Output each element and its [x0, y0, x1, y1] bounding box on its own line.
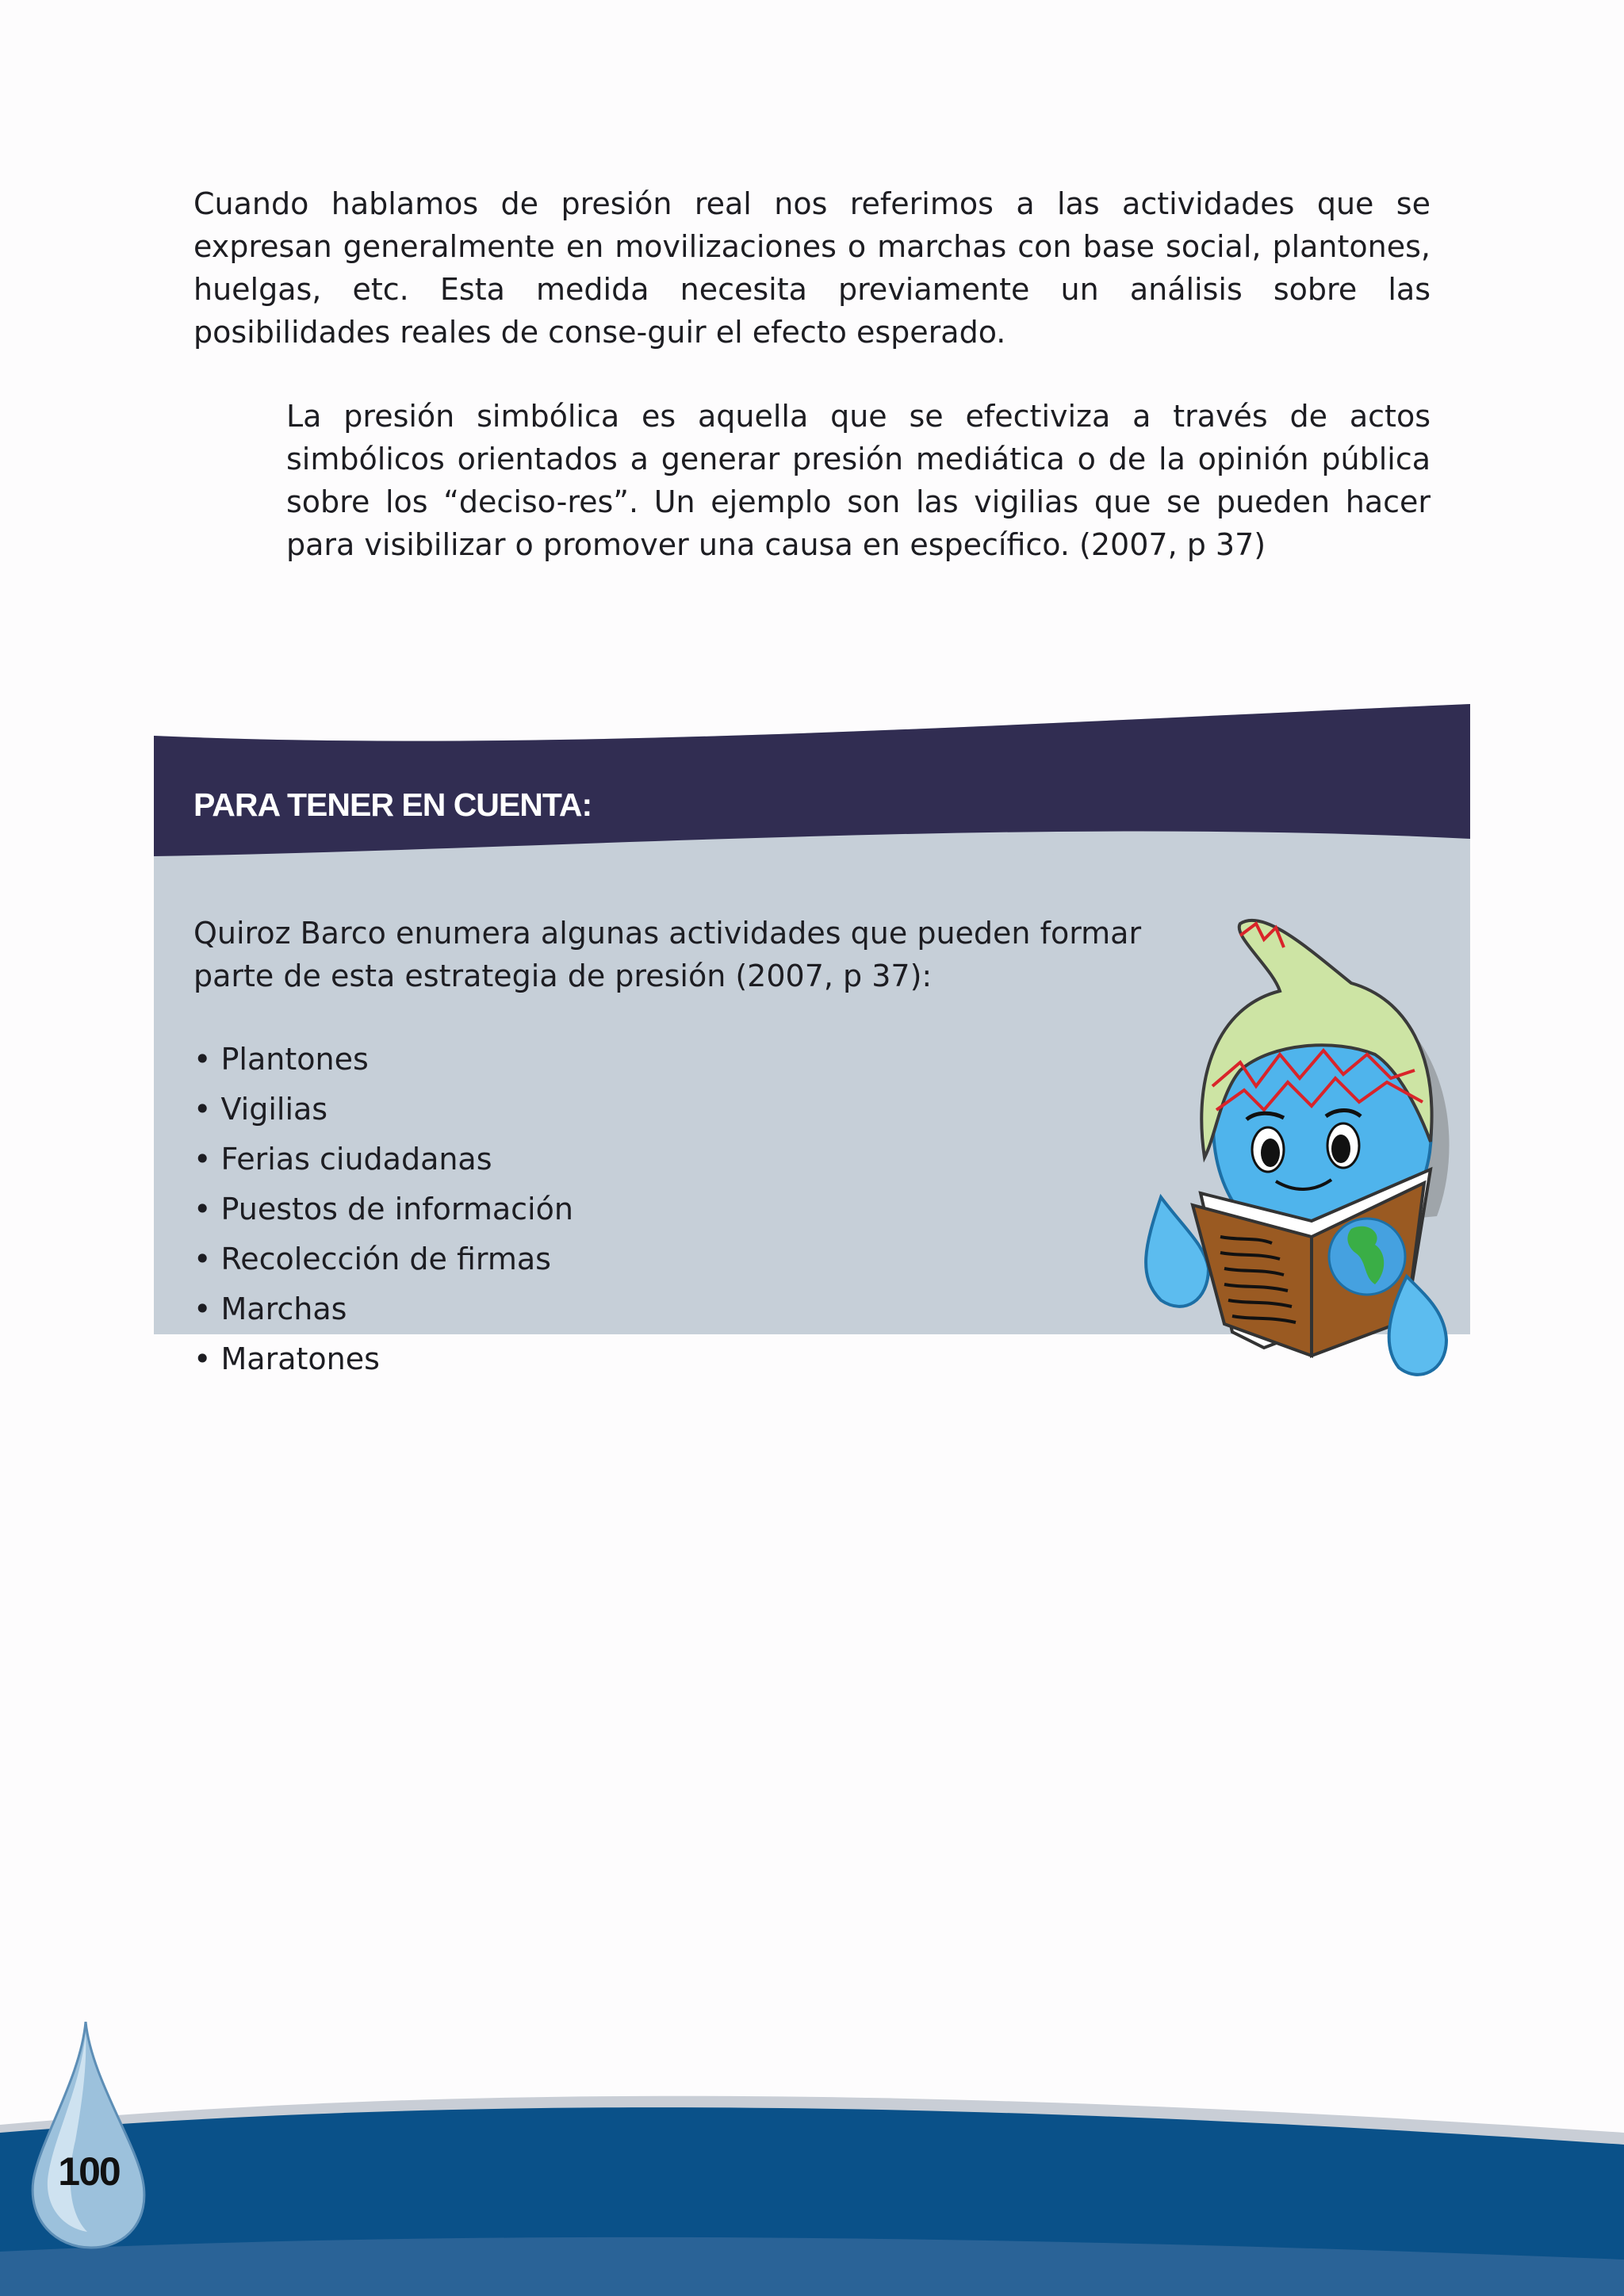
callout-title: PARA TENER EN CUENTA:: [193, 786, 592, 823]
callout-box: [154, 698, 1470, 1431]
list-item: • Puestos de información: [193, 1184, 573, 1234]
body-paragraph: Cuando hablamos de presión real nos referimos a las actividades que se expresan generalmente en movilizaciones o marchas con base social, plantones, huelgas, etc. Esta medida necesita previamente un análisis sobre las posibilidades reales de conse-guir el efecto esperado.: [193, 186, 1431, 350]
list-item: • Plantones: [193, 1035, 573, 1085]
list-item: • Recolección de firmas: [193, 1234, 573, 1284]
callout-banner: [154, 698, 1470, 856]
page-number: 100: [58, 2149, 120, 2194]
list-item: • Maratones: [193, 1334, 573, 1384]
footer-wave: [0, 2014, 1624, 2296]
activity-list: [193, 1035, 573, 1384]
list-item: • Ferias ciudadanas: [193, 1135, 573, 1184]
list-item: • Vigilias: [193, 1085, 573, 1135]
water-drop-mascot-illustration: [1113, 904, 1486, 1443]
list-item: • Marchas: [193, 1284, 573, 1334]
block-quote: La presión simbólica es aquella que se efectiviza a través de actos simbólicos orientados a generar presión mediática o de la opinión pública sobre los “deciso-res”. Un ejemplo son las vigilias que se pueden hacer para visibilizar o promover una causa en específico. (2007, p 37): [286, 399, 1431, 562]
water-drop-icon: [24, 2022, 159, 2252]
callout-intro: Quiroz Barco enumera algunas actividades que pueden formar parte de esta estrategia de presión (2007, p 37):: [193, 916, 1142, 993]
